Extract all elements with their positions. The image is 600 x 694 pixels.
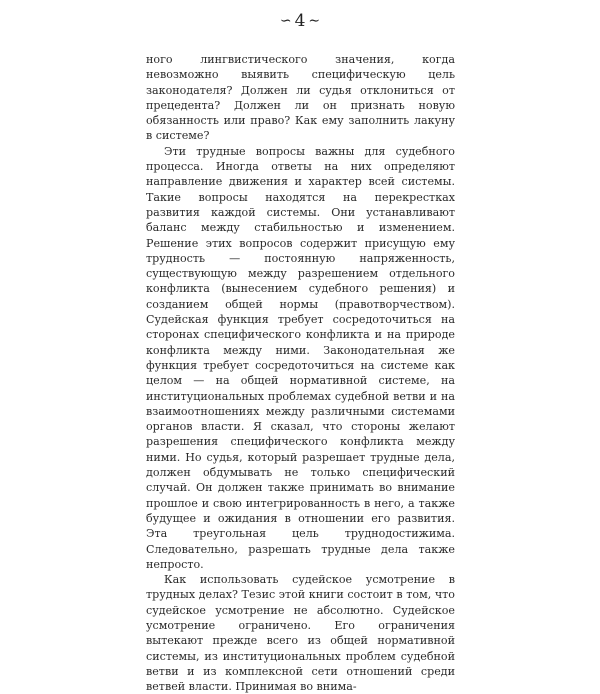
paragraph: ного лингвистического значения, когда невозможно выявить специфическую цель законодателя? Должен ли судья отклониться от прецедента? Должен ли он признать новую обязанность или право? Как ему заполнить лакуну в системе? xyxy=(146,53,455,143)
paragraph: Эти трудные вопросы важны для судебного процесса. Иногда ответы на них определяют направление движения и характер всей системы. Такие вопросы находятся на перекрестках развития каждой системы. Они устанавливают баланс между стабильностью и изменением. Решение этих вопросов содержит присущую ему трудность — постоянную напряженность, существующую между разрешением отдельного конфликта (вынесением судебного решения) и созданием общей нормы (правотворчеством). Судейская функция требует сосредоточиться на сторонах специфического конфликта и на природе конфликта между ними. Законодательная же функция требует сосредоточиться на системе как целом — на общей нормативной системе, на институциональных проблемах судебной ветви и на взаимоотношениях между различными системами органов власти. Я сказал, что стороны желают разрешения специфического конфликта между ними. Но судья, который разрешает трудные дела, должен обдумывать не только специфический случай. Он должен также принимать во внимание прошлое и свою интегрированность в него, а также будущее и ожидания в отношении его развития. Эта треугольная цель труднодостижима. Следовательно, разрешать трудные дела также непросто. xyxy=(146,144,455,571)
page-header xyxy=(0,8,600,34)
paragraph: Как использовать судейское усмотрение в трудных делах? Тезис этой книги состоит в том, что судейское усмотрение не абсолютно. Судейское усмотрение ограничено. Его ограничения вытекают прежде всего из общей нормативной системы, из институциональных проблем судебной ветви и из комплексной сети отношений среди ветвей власти. Принимая во внима- xyxy=(146,573,455,694)
left-ornament-icon: ∽ xyxy=(279,13,292,29)
body-text xyxy=(146,52,455,694)
right-ornament-icon: ∼ xyxy=(308,13,321,29)
page-number: 4 xyxy=(294,11,306,31)
